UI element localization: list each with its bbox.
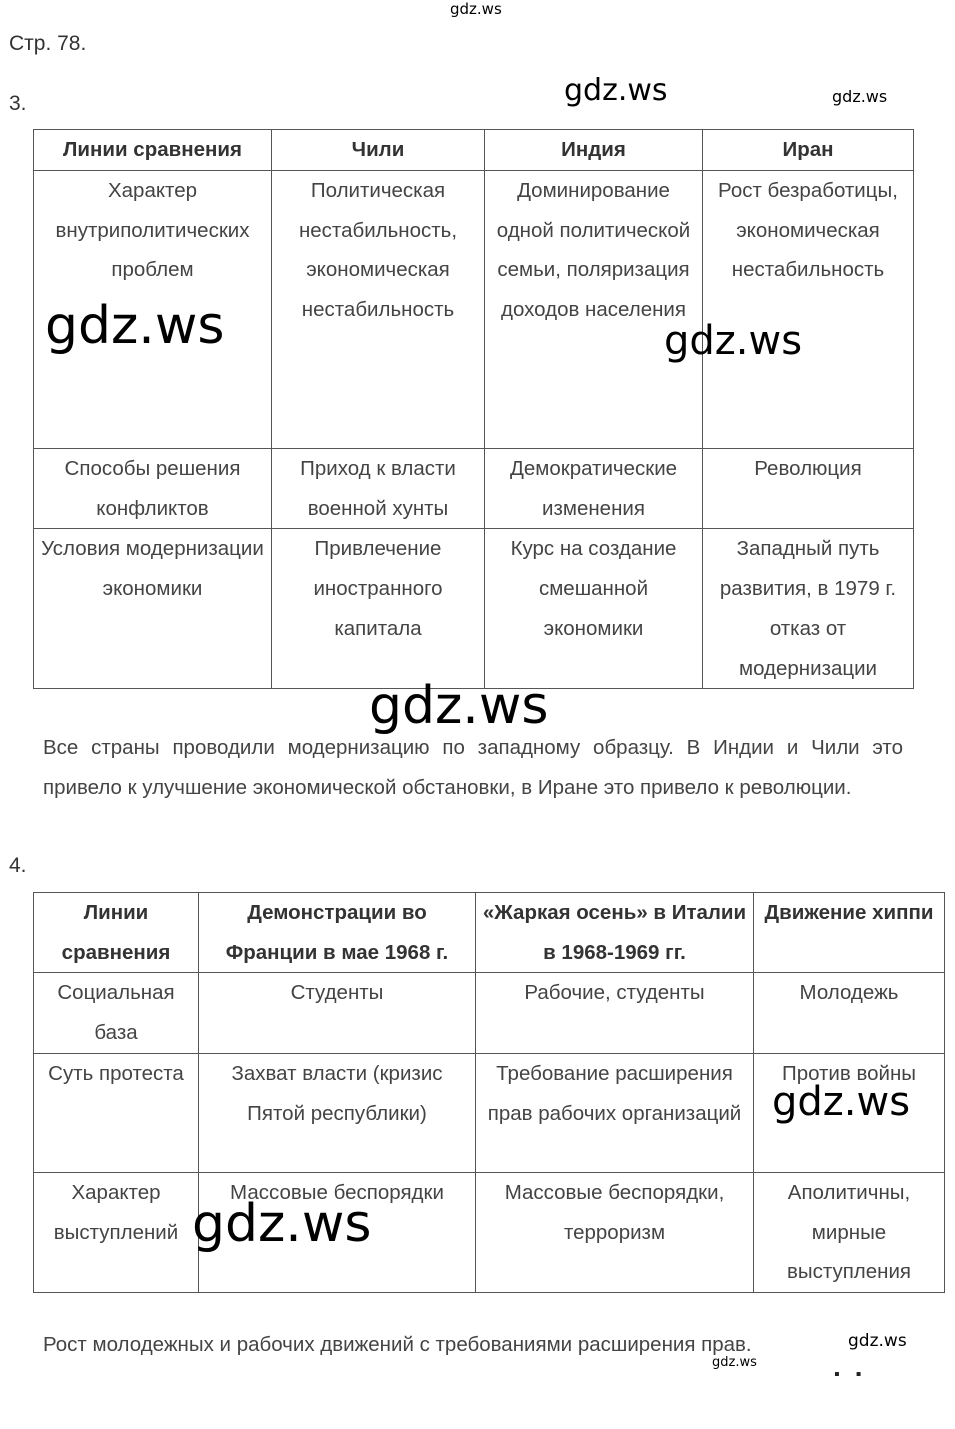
table-row bbox=[34, 1172, 945, 1292]
header-cell: Иран bbox=[703, 130, 914, 171]
header-cell: Линии сравнения bbox=[34, 130, 272, 171]
table-cell: Западный путь развития, в 1979 г. отказ от модернизации bbox=[703, 529, 914, 689]
table-cell: Характер внутриполитических проблем bbox=[34, 171, 272, 449]
table-cell: Требование расширения прав рабочих организаций bbox=[476, 1053, 754, 1172]
table-cell: Массовые беспорядки, терроризм bbox=[476, 1172, 754, 1292]
header-cell: Индия bbox=[485, 130, 703, 171]
table-cell: Привлечение иностранного капитала bbox=[272, 529, 485, 689]
table-cell: Курс на создание смешанной экономики bbox=[485, 529, 703, 689]
table-cell: Демократические изменения bbox=[485, 449, 703, 529]
header-cell: Линии сравнения bbox=[34, 893, 199, 973]
table-cell: Захват власти (кризис Пятой республики) bbox=[199, 1053, 476, 1172]
watermark: gdz.ws bbox=[45, 296, 225, 356]
section-4-number: 4. bbox=[9, 854, 27, 877]
watermark: gdz.ws bbox=[772, 1079, 911, 1125]
table-cell: Аполитичны, мирные выступления bbox=[754, 1172, 945, 1292]
section-3-number: 3. bbox=[9, 92, 27, 115]
header-cell: «Жаркая осень» в Италии в 1968-1969 гг. bbox=[476, 893, 754, 973]
page-label: Стр. 78. bbox=[9, 32, 87, 55]
header-cell: Чили bbox=[272, 130, 485, 171]
watermark: gdz.ws bbox=[369, 676, 549, 736]
table-cell: Рабочие, студенты bbox=[476, 973, 754, 1053]
watermark: gdz.ws bbox=[664, 318, 803, 364]
table-cell: Способы решения конфликтов bbox=[34, 449, 272, 529]
table-row bbox=[34, 973, 945, 1053]
watermark: gdz.ws bbox=[192, 1194, 372, 1254]
table-cell: Массовые беспорядки bbox=[199, 1172, 476, 1292]
watermark: gdz.ws bbox=[712, 1355, 757, 1370]
watermark: gdz.ws bbox=[832, 87, 888, 106]
table-cell: Рост безработицы, экономическая нестабильность bbox=[703, 171, 914, 449]
table-cell: Условия модернизации экономики bbox=[34, 529, 272, 689]
table-cell: Доминирование одной политической семьи, поляризация доходов населения bbox=[485, 171, 703, 449]
table-cell: Социальная база bbox=[34, 973, 199, 1053]
table-header-row bbox=[34, 893, 945, 973]
watermark: gdz.ws bbox=[564, 73, 668, 108]
table-header-row bbox=[34, 130, 914, 171]
table-cell: Против войны bbox=[754, 1053, 945, 1172]
watermark-top: gdz.ws bbox=[450, 0, 502, 18]
section-4-conclusion: Рост молодежных и рабочих движений с требованиями расширения прав. bbox=[43, 1333, 752, 1356]
header-cell: Демонстрации во Франции в мае 1968 г. bbox=[199, 893, 476, 973]
table-cell: Политическая нестабильность, экономическая нестабильность bbox=[272, 171, 485, 449]
table-cell: Приход к власти военной хунты bbox=[272, 449, 485, 529]
watermark: gdz.ws bbox=[848, 1331, 907, 1351]
table-row bbox=[34, 529, 914, 689]
table-cell: Революция bbox=[703, 449, 914, 529]
table-row bbox=[34, 449, 914, 529]
table-cell: Студенты bbox=[199, 973, 476, 1053]
comparison-table-3 bbox=[33, 129, 914, 689]
table-cell: Суть протеста bbox=[34, 1053, 199, 1172]
decorative-dots: ▪▪ bbox=[834, 1366, 878, 1383]
header-cell: Движение хиппи bbox=[754, 893, 945, 973]
table-cell: Характер выступлений bbox=[34, 1172, 199, 1292]
table-cell: Молодежь bbox=[754, 973, 945, 1053]
section-3-conclusion: Все страны проводили модернизацию по западному образцу. В Индии и Чили это привело к улучшение экономической обстановки, в Иране это привело к революции. bbox=[43, 736, 903, 799]
